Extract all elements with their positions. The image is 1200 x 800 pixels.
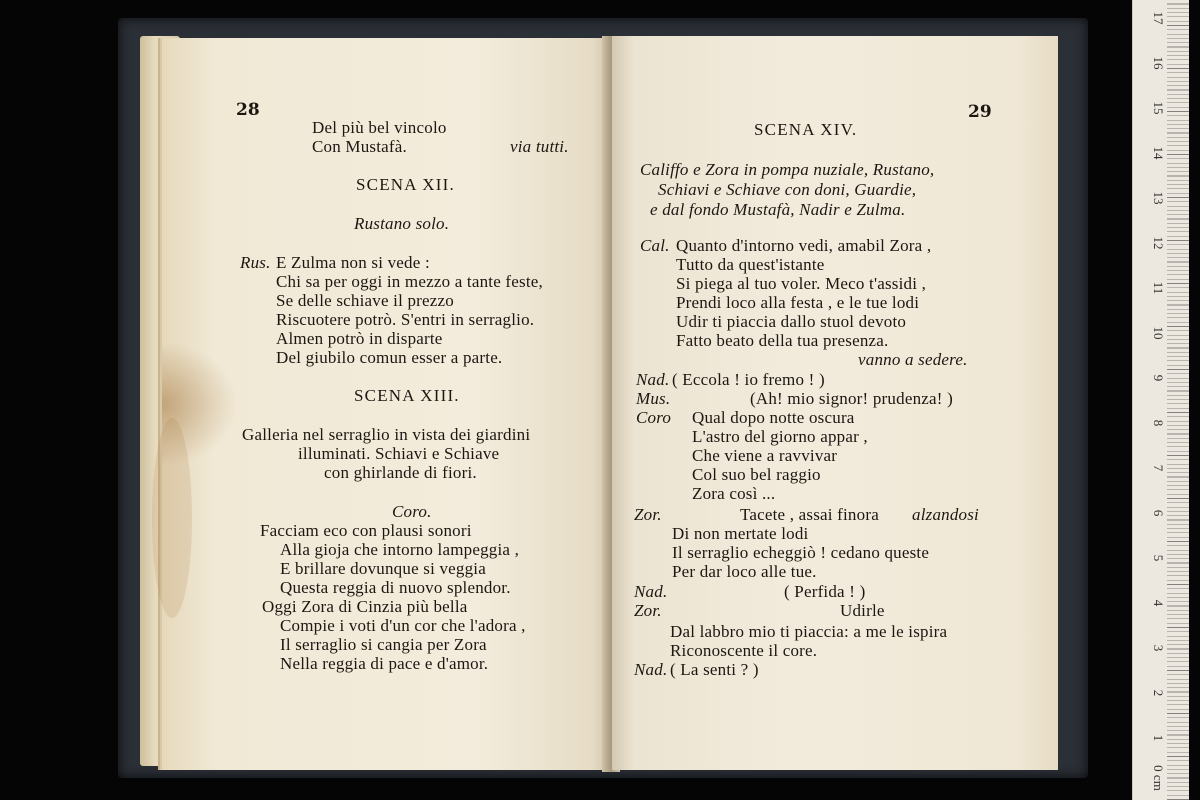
ruler-number: 14 [1151, 146, 1166, 160]
speaker-label: Nad. [634, 582, 668, 601]
ruler-number: 11 [1151, 281, 1166, 295]
text-line: Facciam eco con plausi sonori [260, 521, 472, 540]
ruler-number: 3 [1151, 644, 1166, 652]
speaker-label: Coro. [392, 502, 432, 521]
ruler-number: 1 [1151, 734, 1166, 742]
speaker-label: Nad. [634, 660, 668, 679]
text-line: Zora così ... [692, 484, 776, 503]
text-line: Fatto beato della tua presenza. [676, 331, 889, 350]
page-number-right: 29 [968, 102, 992, 122]
text-line: E brillare dovunque si veggia [280, 559, 486, 578]
scene-heading: SCENA XIII. [354, 386, 460, 405]
foxing-stain [152, 418, 192, 618]
text-line: Galleria nel serraglio in vista dei giardini [242, 425, 531, 444]
text-line: L'astro del giorno appar , [692, 427, 868, 446]
text-line: Di non mertate lodi [672, 524, 809, 543]
text-line: (Ah! mio signor! prudenza! ) [750, 389, 953, 408]
text-line: ( Eccola ! io fremo ! ) [672, 370, 825, 389]
ruler-number: 15 [1151, 101, 1166, 115]
text-line: ( Perfida ! ) [784, 582, 866, 601]
text-line: Qual dopo notte oscura [692, 408, 855, 427]
speaker-label: Rus. [240, 253, 271, 272]
text-line: Che viene a ravvivar [692, 446, 838, 465]
speaker-label: Zor. [634, 505, 662, 524]
text-line: Si piega al tuo voler. Meco t'assidi , [676, 274, 927, 293]
scene-cast: Rustano solo. [354, 214, 450, 233]
speaker-label: Nad. [636, 370, 670, 389]
ruler-number: 16 [1151, 56, 1166, 70]
text-line: Udir ti piaccia dallo stuol devoto [676, 312, 907, 331]
speaker-label: Coro [636, 408, 672, 427]
stage-direction: vanno a sedere. [858, 350, 968, 369]
scene-cast: Califfo e Zora in pompa nuziale, Rustano, [640, 160, 935, 179]
text-line: Almen potrò in disparte [276, 329, 443, 348]
text-line: Con Mustafà. [312, 137, 407, 156]
speaker-label: Zor. [634, 601, 662, 620]
ruler-number: 10 [1151, 326, 1166, 340]
ruler-number: 4 [1151, 599, 1166, 607]
page-number-left: 28 [236, 100, 260, 120]
ruler-number: 2 [1151, 689, 1166, 697]
text-line: Chi sa per oggi in mezzo a tante feste, [276, 272, 543, 291]
ruler-number: 0 cm [1151, 765, 1166, 791]
text-line: Col suo bel raggio [692, 465, 821, 484]
text-line: Alla gioja che intorno lampeggia , [280, 540, 520, 559]
text-line: Oggi Zora di Cinzia più bella [262, 597, 468, 616]
text-line: illuminati. Schiavi e Schiave [298, 444, 500, 463]
scene-heading: SCENA XIV. [754, 120, 858, 139]
scene-cast: Schiavi e Schiave con doni, Guardie, [658, 180, 917, 199]
ruler-number: 13 [1151, 191, 1166, 205]
ruler-number: 17 [1151, 11, 1166, 25]
stage-direction: alzandosi [912, 505, 979, 524]
text-line: Il serraglio si cangia per Zora [280, 635, 487, 654]
text-line: Prendi loco alla festa , e le tue lodi [676, 293, 920, 312]
text-line: Quanto d'intorno vedi, amabil Zora , [676, 236, 932, 255]
text-line: Tacete , assai finora [740, 505, 879, 524]
scene-heading: SCENA XII. [356, 175, 455, 194]
text-line: Per dar loco alle tue. [672, 562, 817, 581]
text-line: Riscuotere potrò. S'entri in serraglio. [276, 310, 535, 329]
text-line: Nella reggia di pace e d'amor. [280, 654, 489, 673]
text-line: E Zulma non si vede : [276, 253, 430, 272]
stage-direction: via tutti. [510, 137, 569, 156]
text-line: Udirle [840, 601, 885, 620]
scene-cast: e dal fondo Mustafà, Nadir e Zulma. [650, 200, 906, 219]
ruler-number: 5 [1151, 554, 1166, 562]
ruler-number: 8 [1151, 419, 1166, 427]
measuring-ruler [1132, 0, 1189, 800]
text-line: Il serraglio echeggiò ! cedano queste [672, 543, 930, 562]
ruler-number: 6 [1151, 509, 1166, 517]
text-line: Tutto da quest'istante [676, 255, 825, 274]
speaker-label: Mus. [636, 389, 671, 408]
text-line: Questa reggia di nuovo splendor. [280, 578, 511, 597]
text-line: Compie i voti d'un cor che l'adora , [280, 616, 526, 635]
ruler-number: 9 [1151, 374, 1166, 382]
left-page [162, 38, 610, 770]
ruler-number: 12 [1151, 236, 1166, 250]
text-line: Se delle schiave il prezzo [276, 291, 454, 310]
right-page [612, 36, 1058, 770]
text-line: ( La senti ? ) [670, 660, 759, 679]
text-line: con ghirlande di fiori. [324, 463, 477, 482]
speaker-label: Cal. [640, 236, 670, 255]
text-line: Riconoscente il core. [670, 641, 818, 660]
ruler-number: 7 [1151, 464, 1166, 472]
text-line: Del più bel vincolo [312, 118, 447, 137]
text-line: Dal labbro mio ti piaccia: a me le ispira [670, 622, 948, 641]
ruler-scale [1167, 0, 1189, 800]
text-line: Del giubilo comun esser a parte. [276, 348, 503, 367]
